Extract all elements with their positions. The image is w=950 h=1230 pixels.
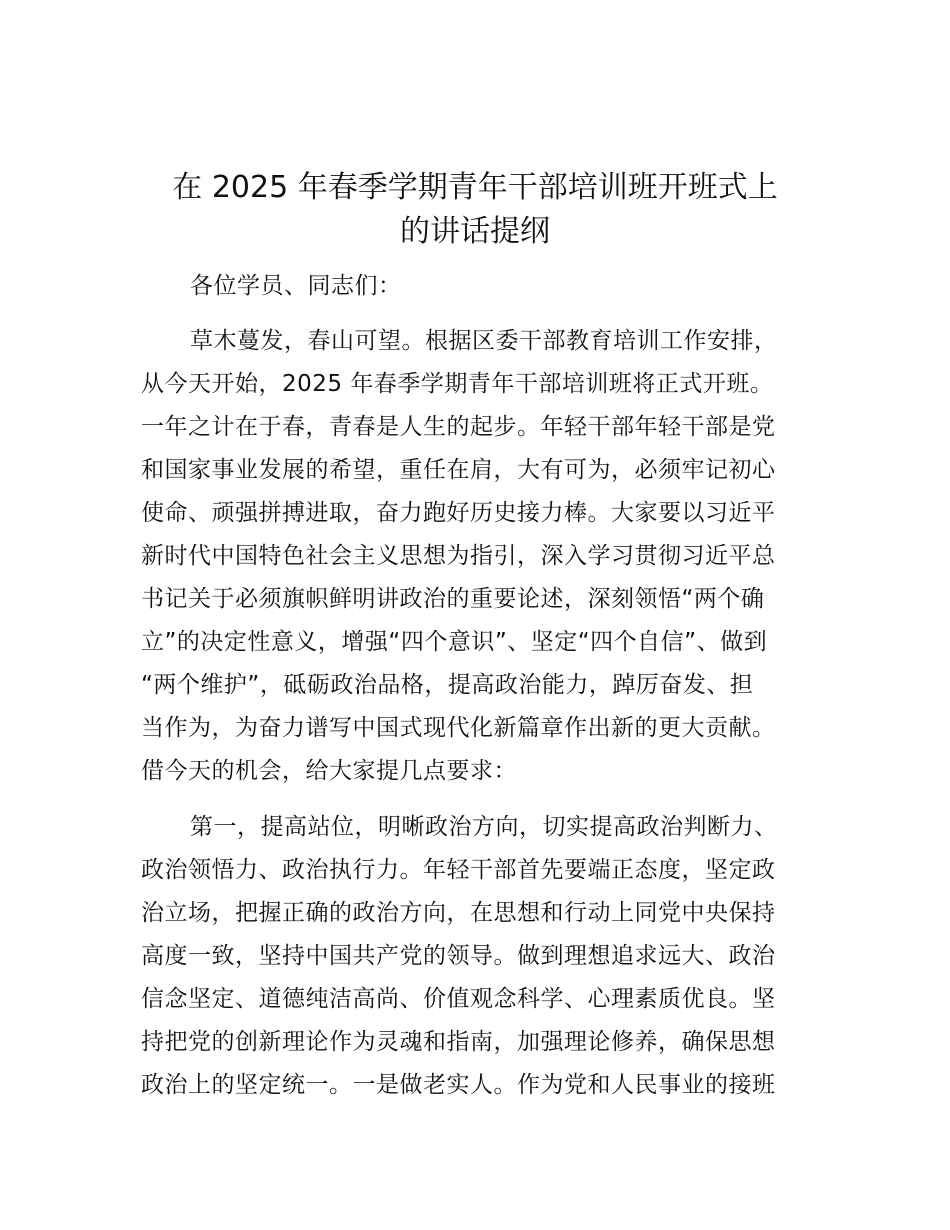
paragraph-1-line: 一年之计在于春，青春是人生的起步。年轻干部年轻干部是党 [141,414,776,440]
paragraph-2-line: 高度一致，坚持中国共产党的领导。做到理想追求远大、政治 [141,943,776,969]
document-title-line-2: 的讲话提纲 [400,214,550,249]
paragraph-1-line: 草木蔓发，春山可望。根据区委干部教育培训工作安排， [190,328,778,354]
paragraph-1-line: 借今天的机会，给大家提几点要求： [141,758,517,784]
paragraph-1-line: 当作为，为奋力谱写中国式现代化新篇章作出新的更大贡献。 [141,715,776,741]
paragraph-1-line: 从今天开始，2025 年春季学期青年干部培训班将正式开班。 [141,371,774,397]
paragraph-1-line: 立”的决定性意义，增强“四个意识”、坚定“四个自信”、做到 [141,629,768,655]
paragraph-1-line: “两个维护”，砥砺政治品格，提高政治能力，踔厉奋发、担 [141,672,754,698]
paragraph-2-line: 信念坚定、道德纯洁高尚、价值观念科学、心理素质优良。坚 [141,986,776,1012]
salutation: 各位学员、同志们： [190,273,402,299]
paragraph-2-line: 政治领悟力、政治执行力。年轻干部首先要端正态度，坚定政 [141,857,776,883]
paragraph-1-line: 使命、顽强拼搏进取，奋力跑好历史接力棒。大家要以习近平 [141,500,776,526]
paragraph-2-line: 第一，提高站位，明晰政治方向，切实提高政治判断力、 [190,814,778,840]
paragraph-1-line: 书记关于必须旗帜鲜明讲政治的重要论述，深刻领悟“两个确 [141,586,765,612]
paragraph-2-line: 持把党的创新理论作为灵魂和指南，加强理论修养，确保思想 [141,1029,776,1055]
paragraph-1-line: 新时代中国特色社会主义思想为指引，深入学习贯彻习近平总 [141,543,776,569]
paragraph-2-line: 政治上的坚定统一。一是做老实人。作为党和人民事业的接班 [141,1072,776,1098]
document-title-line-1: 在 2025 年春季学期青年干部培训班开班式上 [172,170,778,205]
paragraph-2-line: 治立场，把握正确的政治方向，在思想和行动上同党中央保持 [141,900,776,926]
paragraph-1-line: 和国家事业发展的希望，重任在肩，大有可为，必须牢记初心 [141,457,776,483]
